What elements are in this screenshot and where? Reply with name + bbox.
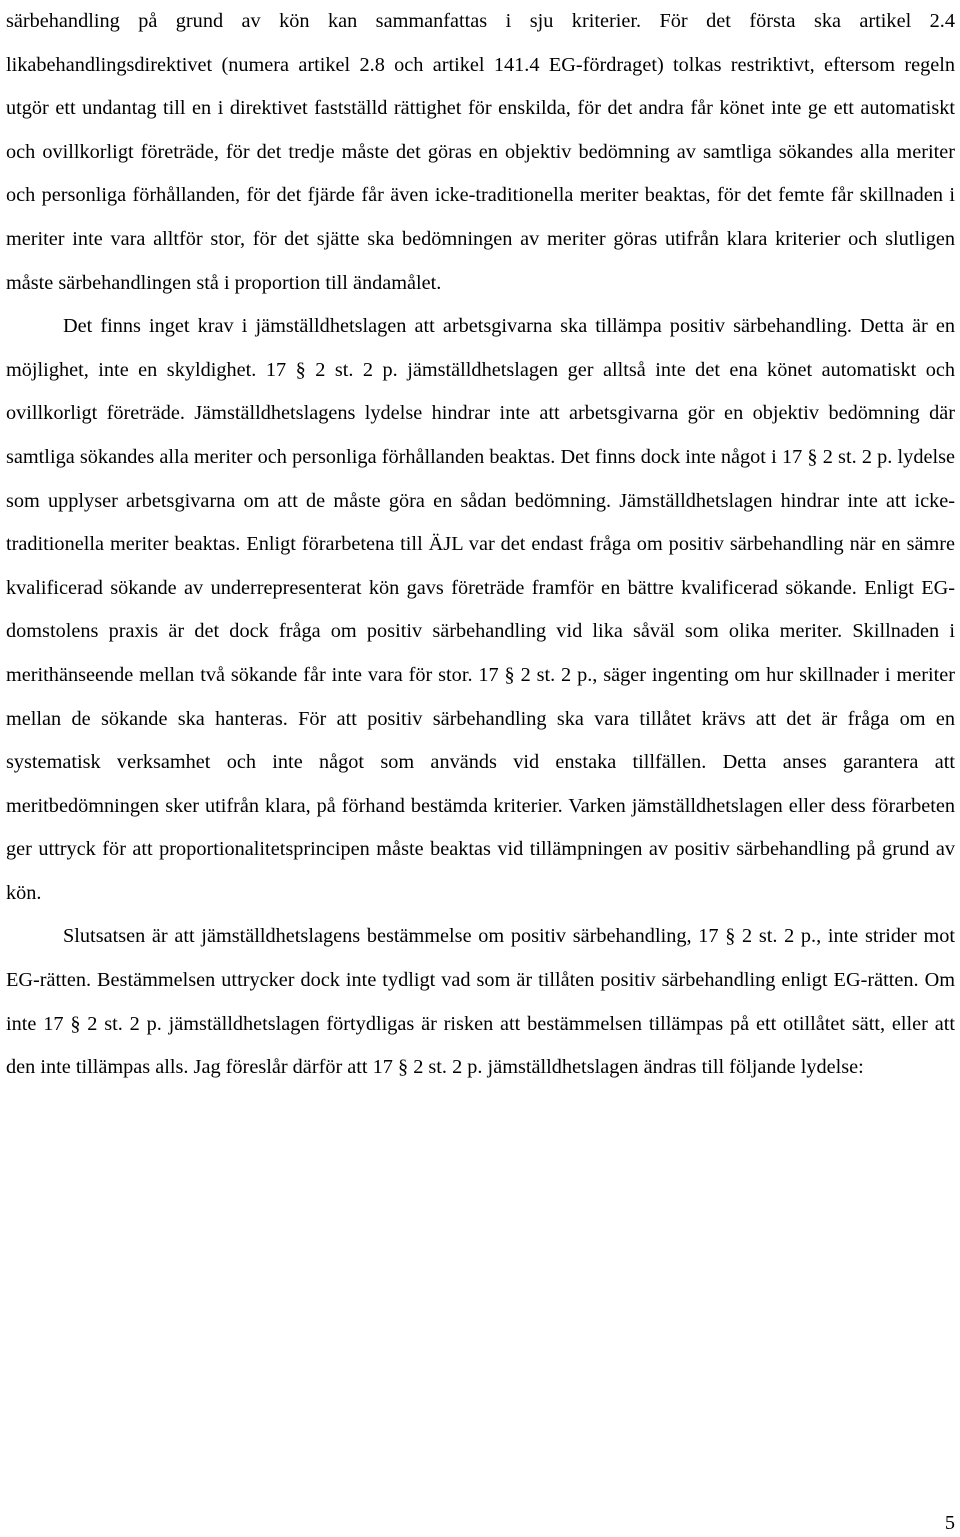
paragraph-conclusion: Slutsatsen är att jämställdhetslagens bestämmelse om positiv särbehandling, 17 § 2 st. 2 p., inte strider mot EG-rätten. Bestämmelsen uttrycker dock inte tydligt vad som är tillåten positiv särbehandling enligt EG-rätten. Om inte 17 § 2 st. 2 p. jämställdhetslagen förtydligas är risken att bestämmelsen tillämpas på ett otillåtet sätt, eller att den inte tillämpas alls. Jag föreslår därför att 17 § 2 st. 2 p. jämställdhetslagen ändras till följande lydelse: (6, 925, 955, 1079)
page-number: 5 (944, 1512, 955, 1534)
document-page (6, 0, 955, 1090)
paragraph-continued: särbehandling på grund av kön kan sammanfattas i sju kriterier. För det första ska artikel 2.4 likabehandlingsdirektivet (numera artikel 2.8 och artikel 141.4 EG-fördraget) tolkas restriktivt, eftersom regeln utgör ett undantag till en i direktivet fastställd rättighet för enskilda, för det andra får könet inte ge ett automatiskt och ovillkorligt företräde, för det tredje måste det göras en objektiv bedömning av samtliga sökandes alla meriter och personliga förhållanden, för det fjärde får även icke-traditionella meriter beaktas, för det femte får skillnaden i meriter inte vara alltför stor, för det sjätte ska bedömningen av meriter göras utifrån klara kriterier och slutligen måste särbehandlingen stå i proportion till ändamålet. (6, 10, 955, 294)
paragraph-second: Det finns inget krav i jämställdhetslagen att arbetsgivarna ska tillämpa positiv särbehandling. Detta är en möjlighet, inte en skyldighet. 17 § 2 st. 2 p. jämställdhetslagen ger alltså inte det ena könet automatiskt och ovillkorligt företräde. Jämställdhetslagens lydelse hindrar inte att arbetsgivarna gör en objektiv bedömning där samtliga sökandes alla meriter och personliga förhållanden beaktas. Det finns dock inte något i 17 § 2 st. 2 p. lydelse som upplyser arbetsgivarna om att de måste göra en sådan bedömning. Jämställdhetslagen hindrar inte att icke-traditionella meriter beaktas. Enligt förarbetena till ÄJL var det endast fråga om positiv särbehandling när en sämre kvalificerad sökande av underrepresenterat kön gavs företräde framför en bättre kvalificerad sökande. Enligt EG-domstolens praxis är det dock fråga om positiv särbehandling vid lika såväl som olika meriter. Skillnaden i merithänseende mellan två sökande får inte vara för stor. 17 § 2 st. 2 p., säger ingenting om hur skillnader i meriter mellan de sökande ska hanteras. För att positiv särbehandling ska vara tillåtet krävs att det är fråga om en systematisk verksamhet och inte något som används vid enstaka tillfällen. Detta anses garantera att meritbedömningen sker utifrån klara, på förhand bestämda kriterier. Varken jämställdhetslagen eller dess förarbeten ger uttryck för att proportionalitetsprincipen måste beaktas vid tillämpningen av positiv särbehandling på grund av kön. (6, 315, 955, 904)
